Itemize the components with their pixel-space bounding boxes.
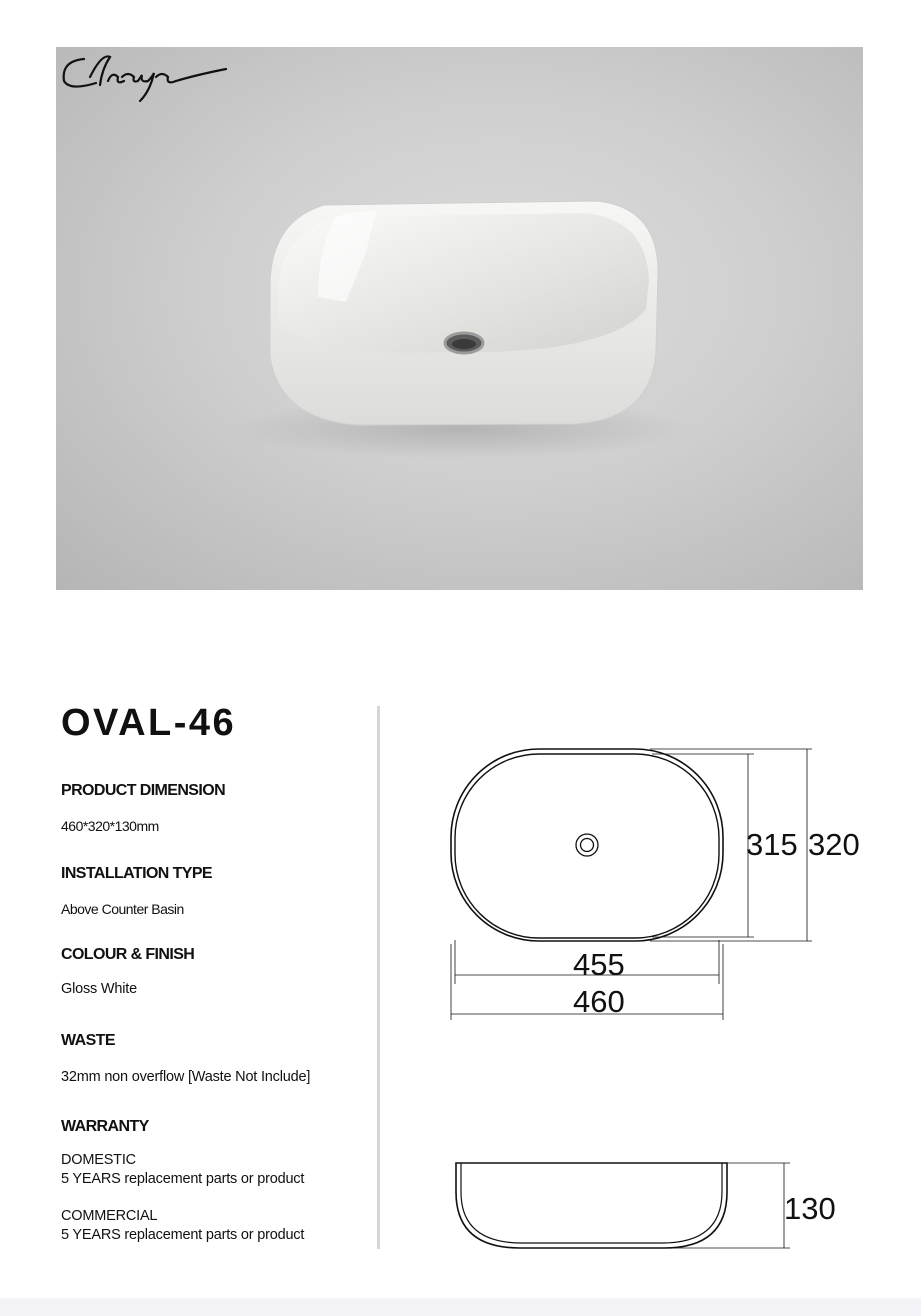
height-label: 130 — [784, 1191, 836, 1226]
side-view-inner-outline — [461, 1163, 722, 1243]
waste-value: 32mm non overflow [Waste Not Include] — [61, 1069, 311, 1085]
top-view-outer-outline — [451, 749, 723, 941]
dimension-value: 460*320*130mm — [61, 818, 159, 834]
finish-value: Gloss White — [61, 981, 137, 997]
warranty-domestic-value: 5 YEARS replacement parts or product — [61, 1171, 305, 1187]
inner-width-label: 315 — [746, 827, 798, 862]
warranty-domestic-label: DOMESTIC — [61, 1152, 136, 1168]
outer-width-label: 320 — [808, 827, 860, 862]
dimension-heading: PRODUCT DIMENSION — [61, 782, 226, 799]
outer-length-label: 460 — [573, 984, 625, 1019]
warranty-commercial-label: COMMERCIAL — [61, 1208, 158, 1224]
side-view — [456, 1163, 790, 1248]
product-title: OVAL-46 — [61, 702, 237, 744]
warranty-heading: WARRANTY — [61, 1118, 149, 1135]
installation-value: Above Counter Basin — [61, 901, 184, 917]
installation-heading: INSTALLATION TYPE — [61, 865, 212, 882]
warranty-commercial-value: 5 YEARS replacement parts or product — [61, 1227, 305, 1243]
page-bottom-strip — [0, 1298, 921, 1316]
top-view-inner-outline — [455, 754, 719, 938]
waste-heading: WASTE — [61, 1032, 115, 1049]
finish-heading: COLOUR & FINISH — [61, 946, 195, 963]
drain-outer-circle — [576, 834, 598, 856]
drain-inner-circle — [581, 839, 594, 852]
top-view — [451, 749, 812, 1020]
side-view-outer-outline — [456, 1163, 727, 1248]
inner-length-label: 455 — [573, 947, 625, 982]
